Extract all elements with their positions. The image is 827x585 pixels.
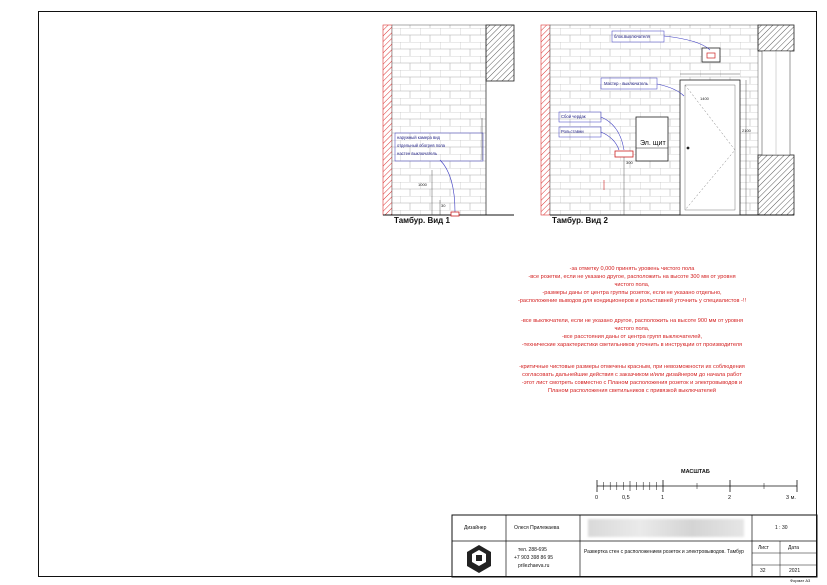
- scale-value: 1 : 30: [775, 525, 788, 531]
- view2-dim-small: 300: [626, 160, 633, 165]
- scale-tick-label: 1: [661, 495, 665, 501]
- scale-tick-label: 0,5: [622, 495, 630, 501]
- year: 2021: [789, 568, 801, 574]
- view1-title: Тамбур. Вид 1: [394, 216, 450, 225]
- website: prilezhaeva.ru: [518, 563, 550, 569]
- note-line: -технические характеристики светильников уточнить в инструкции от производителя: [521, 342, 743, 348]
- view1-elevation: [383, 25, 514, 216]
- sheet-label: Лист: [758, 545, 769, 551]
- scale-title: МАСШТАБ: [681, 469, 710, 475]
- view1-callout-line1: наружный камера вид: [397, 135, 440, 140]
- designer-name: Олеся Прилежаева: [514, 525, 560, 531]
- note-line: -все выключатели, если не указано другое, расположить на высоте 900 мм от уровня: [520, 318, 744, 324]
- view2-dim-horizontal: 1400: [700, 96, 709, 101]
- view1-callout-line2: отдельный обогрев пола: [397, 143, 446, 148]
- note-line: чистого пола,: [614, 326, 650, 332]
- note-line: -все розетки, если не указано другое, расположить на высоте 300 мм от уровня: [528, 274, 736, 280]
- note-line: -размеры даны от центра группы розеток, если не указано отдельно,: [542, 290, 722, 296]
- view1-dim-small: 30: [441, 203, 446, 208]
- scale-bar: [597, 480, 797, 492]
- view2-master-callout: Мастер - выключатель: [604, 81, 648, 86]
- note-line: чистого пола,: [614, 282, 650, 288]
- scale-tick-label: 2: [728, 495, 732, 501]
- view2-elevation: [541, 25, 794, 215]
- sheet-number: 32: [760, 568, 766, 574]
- view2-callout-a: Сбой чердак: [561, 114, 586, 119]
- designer-logo: [467, 545, 491, 573]
- view2-dim-vertical: 2100: [742, 128, 751, 133]
- scale-tick-label: 0: [595, 495, 599, 501]
- note-line: -расположение выводов для кондиционеров и рольставней уточнить у специалистов -!!: [517, 298, 747, 304]
- view1-callout-line3: настен выключатель: [397, 151, 438, 156]
- note-line: согласовать дальнейшие действия с заказчиком и/или дизайнером до начала работ: [522, 372, 742, 378]
- note-line: Планом расположения светильников с привязкой выключателей: [548, 388, 716, 394]
- view2-top-callout: блок.выключателя: [614, 34, 650, 39]
- date-label: Дата: [788, 545, 800, 551]
- phone-1: тел. 288-695: [518, 547, 547, 553]
- phone-2: +7 903 398 86 95: [514, 555, 554, 561]
- sheet-description: Развертка стен с расположением розеток и электровыводов. Тамбур: [584, 549, 744, 555]
- view2-callout-b: Рольставни: [561, 129, 584, 134]
- redacted-field: [588, 519, 744, 537]
- note-line: -за отметку 0,000 принять уровень чистого пола: [569, 266, 695, 272]
- note-line: -все расстояния даны от центра групп выключателей,: [561, 334, 703, 340]
- note-line: -этот лист смотреть совместно с Планом расположения розеток и электровыводов и: [521, 380, 743, 386]
- electric-panel-label: Эл. щит: [640, 140, 666, 147]
- view1-dim-height: 1000: [418, 182, 427, 187]
- designer-label: Дизайнер: [464, 525, 487, 531]
- view2-title: Тамбур. Вид 2: [552, 216, 608, 225]
- scale-tick-label: 3 м.: [786, 495, 796, 501]
- format-label: Формат А3: [790, 578, 811, 583]
- note-line: -критичные чистовые размеры отмечены красным, при невозможности их соблюдения: [519, 364, 745, 370]
